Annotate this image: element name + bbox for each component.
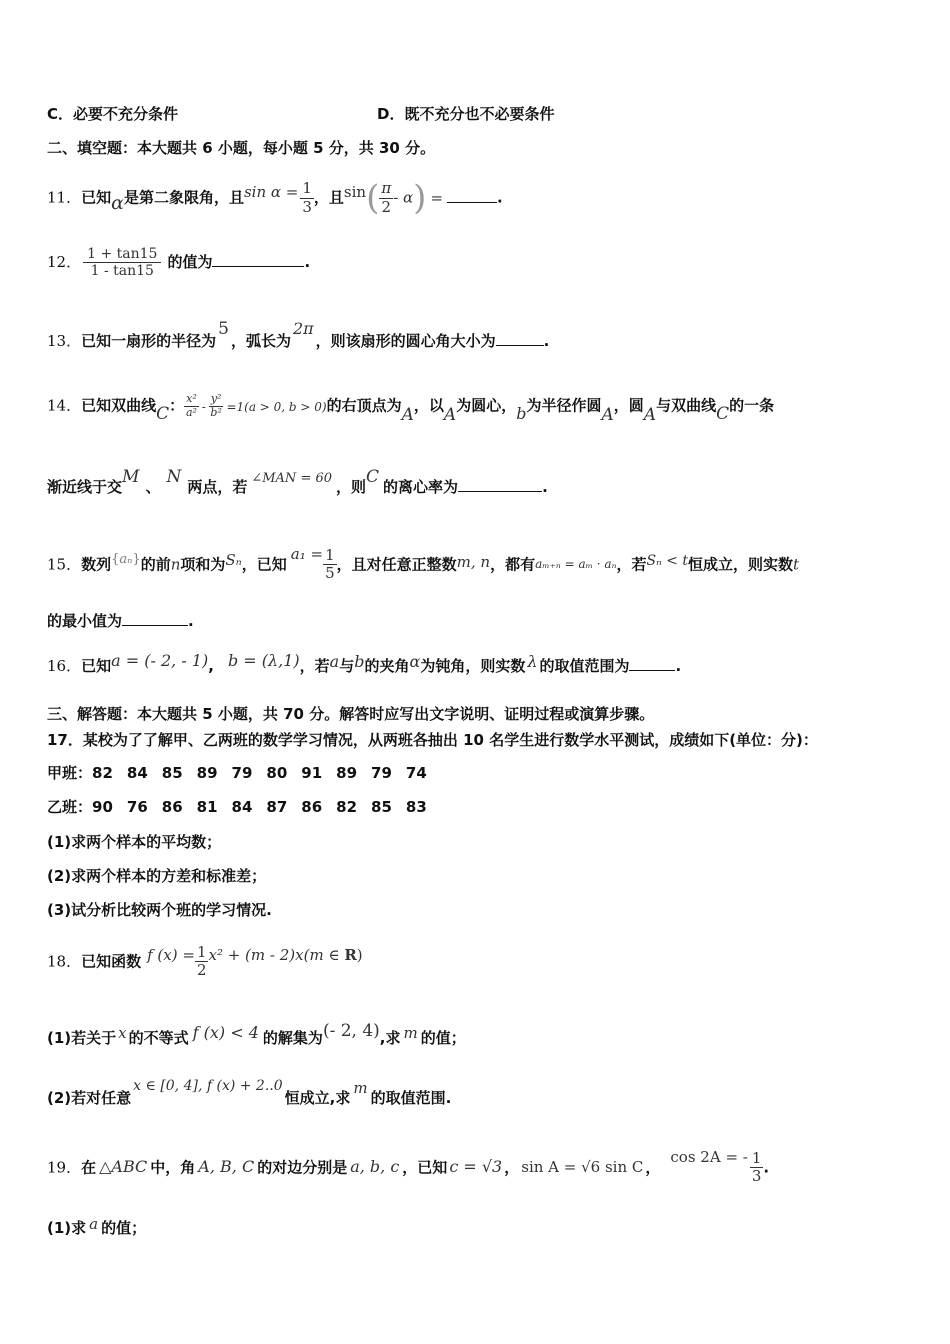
q18-interval: (- 2, 4) xyxy=(322,1021,380,1041)
q12-number: 12． xyxy=(47,253,82,272)
q14-separator: 、 xyxy=(145,478,161,496)
score-cell: 85 xyxy=(161,764,183,782)
question-13 xyxy=(47,319,550,351)
score-cell: 89 xyxy=(196,764,218,782)
q15-text: 项和为 xyxy=(180,555,226,574)
q18-inequality: f (x) < 4 xyxy=(192,1023,259,1042)
q19-comma: ， xyxy=(645,1158,661,1177)
q15-answer-blank[interactable] xyxy=(122,611,188,626)
q16-text: ，若 xyxy=(299,657,330,675)
q19-triangle: △ABC xyxy=(99,1157,148,1177)
q19-end: . xyxy=(763,1158,770,1177)
q14-text: 的一条 xyxy=(729,396,775,415)
q16-text: 的夹角 xyxy=(364,657,410,675)
q15-text: 恒成立，则实数 xyxy=(688,555,794,574)
q15-text: ，都有 xyxy=(490,555,536,574)
q14-text: 的右顶点为 xyxy=(326,396,402,415)
q13-radius: 5 xyxy=(218,319,229,339)
q15-text: ，若 xyxy=(616,555,647,574)
q19-sin-relation: sin A = √6 sin C xyxy=(521,1158,644,1177)
q19-comma: ， xyxy=(504,1158,520,1177)
question-15-line2 xyxy=(47,610,194,631)
q18-expression: x² + (m - 2)x(m ∈ R) xyxy=(208,946,363,965)
q11-text: ，且 xyxy=(313,188,344,207)
q14-colon: ： xyxy=(169,396,185,415)
q14-A: A xyxy=(643,404,657,425)
q14-end: . xyxy=(542,478,548,496)
q14-text: 为圆心， xyxy=(456,396,517,415)
q19-a: a xyxy=(89,1215,99,1233)
score-cell: 76 xyxy=(126,798,148,816)
q19-part1 xyxy=(47,1217,146,1238)
q13-text: ，则该扇形的圆心角大小为 xyxy=(315,332,496,350)
q17-class-a-scores xyxy=(92,764,427,782)
score-cell: 84 xyxy=(231,798,253,816)
q11-sin: sin xyxy=(343,182,367,201)
q14-C: C xyxy=(156,403,170,424)
q13-number: 13． xyxy=(47,332,82,350)
q15-a1: a₁ = xyxy=(290,545,324,564)
question-15 xyxy=(47,547,799,583)
q15-end: . xyxy=(188,612,194,630)
q19-c-value: c = √3 xyxy=(449,1157,503,1177)
q14-text: 的离心率为 xyxy=(383,478,459,496)
q14-A: A xyxy=(601,404,614,425)
score-cell: 79 xyxy=(371,764,392,782)
q18-condition: x ∈ [0, 4], f (x) + 2..0 xyxy=(133,1078,283,1094)
q11-pi-over-2: $\frac{\pi}{2}$ xyxy=(381,179,392,216)
q19-number: 19． xyxy=(47,1158,82,1177)
q18-fx: f (x) = xyxy=(147,946,195,965)
score-cell: 82 xyxy=(336,798,358,816)
score-cell: 74 xyxy=(405,764,427,782)
q17-part3: (3)试分析比较两个班的学习情况. xyxy=(47,901,272,919)
q13-text: 已知一扇形的半径为 xyxy=(81,332,217,350)
q14-M: M xyxy=(122,467,140,487)
q18-text: 恒成立,求 xyxy=(284,1089,351,1107)
q14-text: 与双曲线 xyxy=(656,396,717,415)
q17-class-b-row xyxy=(47,796,427,817)
q17-part2: (2)求两个样本的方差和标准差； xyxy=(47,867,267,885)
q19-angles: A, B, C xyxy=(198,1157,255,1177)
score-cell: 89 xyxy=(336,764,358,782)
q16-lambda: λ xyxy=(527,652,538,671)
q17-class-a-label: 甲班： xyxy=(47,764,93,782)
option-c: C．必要不充分条件 xyxy=(47,105,179,123)
q18-fraction: $\frac{1}{2}$ xyxy=(196,943,207,980)
q19-text: (1)求 xyxy=(47,1219,87,1237)
q16-a: a xyxy=(329,652,340,671)
q19-text: 的对边分别是 xyxy=(257,1158,348,1177)
q16-text: 已知 xyxy=(81,657,112,675)
q13-answer-blank[interactable] xyxy=(496,331,544,346)
q18-text: 的解集为 xyxy=(262,1029,323,1047)
q18-x: x xyxy=(118,1024,127,1042)
q16-text: 的取值范围为 xyxy=(539,657,630,675)
q17-class-b-scores xyxy=(92,798,427,816)
q15-inequality: Sₙ < t xyxy=(646,553,688,570)
section3-heading: 三、解答题：本大题共 5 小题，共 70 分。解答时应写出文字说明、证明过程或演算步骤。 xyxy=(47,705,655,723)
score-cell: 90 xyxy=(92,798,113,816)
q12-fraction: $\frac{1 + \tan 15}{1 - \tan 15}$ xyxy=(83,246,161,279)
q18-text: ,求 xyxy=(379,1029,401,1047)
score-cell: 85 xyxy=(371,798,392,816)
q17-class-a-row xyxy=(47,762,427,783)
score-cell: 86 xyxy=(161,798,183,816)
q18-m: m xyxy=(403,1024,418,1042)
score-cell: 86 xyxy=(301,798,323,816)
q15-number: 15． xyxy=(47,555,82,574)
q14-text: ，则 xyxy=(336,478,367,496)
q11-equals: = xyxy=(430,188,444,207)
q16-end: . xyxy=(675,657,682,675)
score-cell: 80 xyxy=(266,764,288,782)
q14-answer-blank[interactable] xyxy=(458,477,542,492)
q18-text: (1)若关于 xyxy=(47,1029,117,1047)
q11-text: 是第二象限角，且 xyxy=(123,188,244,207)
q18-text: 已知函数 xyxy=(81,952,142,971)
q15-text: 数列 xyxy=(81,555,112,574)
q19-text: 中，角 xyxy=(150,1158,196,1177)
q19-text: 在 xyxy=(81,1158,97,1177)
q16-comma: , xyxy=(208,657,214,675)
question-18 xyxy=(47,944,363,980)
q14-condition: =1(a > 0, b > 0) xyxy=(226,399,327,414)
q14-number: 14． xyxy=(47,396,82,415)
q18-text: 的值； xyxy=(420,1029,466,1047)
question-19 xyxy=(47,1150,769,1186)
q19-text: ，已知 xyxy=(402,1158,448,1177)
q15-Sn: Sₙ xyxy=(225,551,242,570)
question-17: 17．某校为了了解甲、乙两班的数学学习情况，从两班各抽出 10 名学生进行数学水平测试，成绩如下(单位：分)： xyxy=(47,731,818,749)
question-14-line2 xyxy=(47,467,548,497)
q11-answer-blank[interactable] xyxy=(447,188,497,203)
q14-C: C xyxy=(716,403,730,424)
q14-A: A xyxy=(443,404,457,425)
q14-x2-over-a2: $\frac{\text{x²}}{\text{a²}}$ xyxy=(185,392,197,419)
score-cell: 81 xyxy=(196,798,218,816)
q15-t: t xyxy=(793,555,800,574)
q12-end: . xyxy=(304,253,311,272)
q14-b: b xyxy=(516,403,527,423)
q11-fraction: $\frac{1}{3}$ xyxy=(302,179,312,216)
q11-end: . xyxy=(497,188,503,207)
score-cell: 79 xyxy=(231,764,253,782)
q15-text: 的最小值为 xyxy=(47,612,123,630)
q12-answer-blank[interactable] xyxy=(212,252,304,267)
q16-vector-a: a = (- 2, - 1) xyxy=(111,651,209,670)
q15-text: ，已知 xyxy=(241,555,287,574)
q16-answer-blank[interactable] xyxy=(629,656,675,671)
q15-fraction: $\frac{1}{5}$ xyxy=(325,546,335,583)
q13-text: ，弧长为 xyxy=(230,332,291,350)
question-11: 11．已知α是第二象限角，且sin α = $\frac{1}{3}$ ，且sin( $\frac{\pi}{2}$ - α) = . xyxy=(47,178,503,218)
q14-text: ，圆 xyxy=(613,396,644,415)
q17-part1: (1)求两个样本的平均数； xyxy=(47,833,222,851)
q15-n: n xyxy=(170,555,181,574)
q14-text: ，以 xyxy=(413,396,444,415)
q15-text: ，且对任意正整数 xyxy=(336,555,457,574)
q18-text: 的不等式 xyxy=(128,1029,189,1047)
q14-text: 渐近线于交 xyxy=(47,478,123,496)
q18-part1 xyxy=(47,1021,466,1048)
q14-text: 为半径作圆 xyxy=(526,396,602,415)
q14-text: 两点，若 xyxy=(187,478,248,496)
q16-number: 16． xyxy=(47,657,82,675)
score-cell: 82 xyxy=(92,764,113,782)
section2-heading: 二、填空题：本大题共 6 小题，每小题 5 分，共 30 分。 xyxy=(47,139,436,157)
q15-relation: aₘ₊ₙ = aₘ · aₙ xyxy=(535,557,617,572)
q11-minus-alpha: - α xyxy=(393,188,414,207)
question-16 xyxy=(47,651,682,676)
q11-alpha: α xyxy=(111,191,124,214)
q16-b: b xyxy=(354,652,365,671)
q19-sides: a, b, c xyxy=(350,1157,400,1177)
q14-C: C xyxy=(366,467,380,487)
q14-text: 已知双曲线 xyxy=(81,396,157,415)
q15-sequence: {aₙ} xyxy=(111,552,141,568)
q14-N: N xyxy=(166,467,182,487)
q18-text: (2)若对任意 xyxy=(47,1089,132,1107)
q15-text: 的前 xyxy=(140,555,171,574)
q11-sin-alpha: sin α = xyxy=(243,182,299,201)
q16-alpha: α xyxy=(409,652,421,671)
score-cell: 91 xyxy=(301,764,323,782)
q19-text: 的值； xyxy=(101,1219,147,1237)
q11-text: 已知 xyxy=(81,188,112,207)
q19-cos2A: cos 2A = - xyxy=(670,1148,748,1167)
q12-text: 的值为 xyxy=(167,253,213,272)
question-12 xyxy=(47,246,310,279)
q14-A: A xyxy=(401,404,414,425)
score-cell: 87 xyxy=(266,798,288,816)
q14-y2-over-b2: $\frac{\text{y²}}{\text{b²}}$ xyxy=(210,392,222,419)
q19-fraction: $\frac{1}{3}$ xyxy=(751,1149,762,1186)
q17-class-b-label: 乙班： xyxy=(47,798,93,816)
q16-text: 为钝角，则实数 xyxy=(420,657,526,675)
q11-number: 11． xyxy=(47,188,82,207)
q18-text: 的取值范围. xyxy=(370,1089,452,1107)
q13-end: . xyxy=(543,332,550,350)
q14-minus: - xyxy=(201,399,206,414)
question-14 xyxy=(47,392,775,425)
q13-arc-length: 2π xyxy=(292,319,314,338)
score-cell: 84 xyxy=(126,764,148,782)
q18-number: 18． xyxy=(47,952,82,971)
q18-part2 xyxy=(47,1078,452,1108)
q15-mn: m, n xyxy=(456,553,491,572)
option-d: D．既不充分也不必要条件 xyxy=(377,105,555,123)
q18-m: m xyxy=(353,1079,368,1097)
score-cell: 83 xyxy=(405,798,427,816)
q14-angle: ∠MAN = 60 xyxy=(251,471,333,486)
q16-vector-b: b = (λ,1) xyxy=(227,651,300,670)
q16-text: 与 xyxy=(339,657,355,675)
